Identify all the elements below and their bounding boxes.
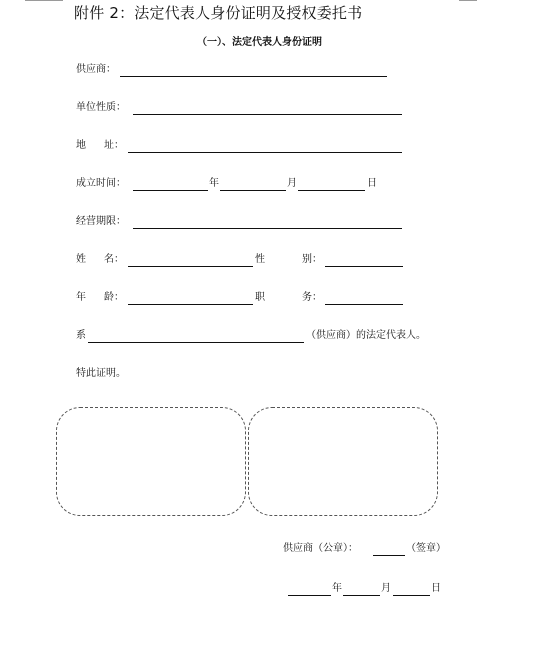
label-year: 年 [209,178,219,189]
label-age-part1: 年 [76,292,86,303]
label-sign: （签章） [406,543,446,554]
section-subtitle: （一）、法定代表人身份证明 [197,37,322,48]
input-line-unit-nature[interactable] [133,114,402,115]
id-card-back-box[interactable] [248,407,438,516]
input-line-established-year[interactable] [133,190,208,191]
statement-suffix: （供应商）的法定代表人。 [306,330,426,341]
id-card-front-box[interactable] [56,407,246,516]
label-gender-part1: 性 [255,254,265,265]
input-line-position[interactable] [325,304,403,305]
label-position-part1: 职 [255,292,265,303]
label-month: 月 [287,178,297,189]
label-position-part2: 务： [302,292,322,303]
input-line-sign-day[interactable] [393,595,430,596]
input-line-operating-period[interactable] [133,228,402,229]
label-sign-day: 日 [431,583,441,594]
label-sign-year: 年 [332,583,342,594]
label-unit-nature: 单位性质： [76,102,126,113]
input-line-seal[interactable] [373,555,405,556]
label-name-part1: 姓 [76,254,86,265]
label-operating-period: 经营期限： [76,216,126,227]
input-line-legal-representative[interactable] [88,342,304,343]
label-sign-month: 月 [381,583,391,594]
input-line-name[interactable] [128,266,253,267]
label-supplier-seal: 供应商（公章）： [283,543,358,554]
label-age-part2: 龄： [104,292,124,303]
label-supplier: 供应商： [76,64,116,75]
document-title: 附件 2：法定代表人身份证明及授权委托书 [74,4,363,22]
label-day: 日 [367,178,377,189]
input-line-sign-year[interactable] [288,595,331,596]
input-line-established-day[interactable] [298,190,365,191]
input-line-address[interactable] [128,152,402,153]
page-corner-mark-left [25,0,63,1]
statement-prefix: 系 [76,330,86,341]
page-corner-mark-right [459,0,477,1]
label-established: 成立时间： [76,178,126,189]
label-address-part1: 地 [76,140,86,151]
input-line-sign-month[interactable] [343,595,380,596]
label-gender-part2: 别： [302,254,322,265]
input-line-gender[interactable] [325,266,403,267]
input-line-age[interactable] [128,304,253,305]
label-name-part2: 名： [104,254,124,265]
label-address-part2: 址： [104,140,124,151]
input-line-supplier[interactable] [120,76,387,77]
certify-text: 特此证明。 [76,368,126,379]
input-line-established-month[interactable] [220,190,286,191]
